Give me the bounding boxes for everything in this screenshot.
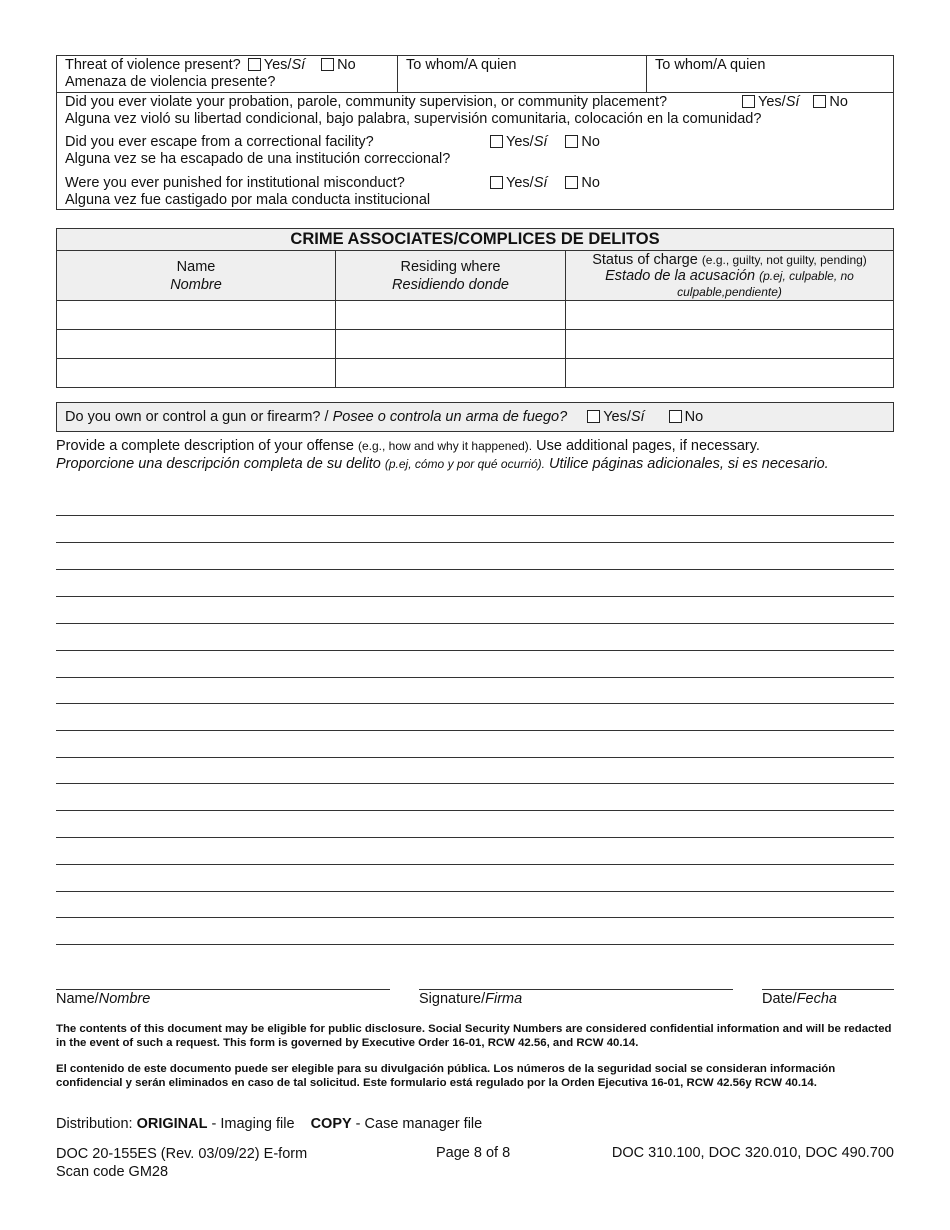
threat-question: Threat of violence present? Yes/Sí No Amenaza de violencia presente? (65, 57, 356, 90)
writing-line (56, 944, 894, 945)
name-signature-line[interactable] (56, 989, 390, 990)
violate-options: Yes/Sí No (742, 94, 848, 111)
writing-line (56, 596, 894, 597)
name-cell[interactable] (57, 330, 336, 359)
writing-line (56, 864, 894, 865)
violate-no-checkbox[interactable] (813, 95, 826, 108)
gun-yes-checkbox[interactable] (587, 410, 600, 423)
signature-label: Signature/Firma (419, 991, 523, 1007)
writing-line (56, 569, 894, 570)
residing-cell[interactable] (336, 330, 566, 359)
escape-no-checkbox[interactable] (565, 135, 578, 148)
table-row (57, 359, 894, 388)
status-cell[interactable] (566, 359, 894, 388)
crime-associates-title: CRIME ASSOCIATES/COMPLICES DE DELITOS (57, 229, 894, 251)
table-row (57, 301, 894, 330)
threat-row-bottom (56, 92, 894, 93)
gun-question: Do you own or control a gun or firearm? / Posee o controla un arma de fuego? Yes/Sí No (65, 409, 704, 425)
escape-yes-checkbox[interactable] (490, 135, 503, 148)
writing-line (56, 810, 894, 811)
threat-no-checkbox[interactable] (321, 58, 334, 71)
disclosure-notice-es: El contenido de este documento puede ser elegible para su divulgación pública. Los números de la seguridad social se consideran información confidencial y serán eliminados en caso de tal solicitud. Este formulario está regulado por la Orden Ejecutiva 16-01, RCW 42.56y RCW 40.14. (56, 1063, 836, 1089)
to-whom-field-2[interactable]: To whom/A quien (655, 57, 766, 73)
to-whom-field-1[interactable]: To whom/A quien (406, 57, 517, 73)
writing-line (56, 650, 894, 651)
writing-line (56, 542, 894, 543)
threat-divider-1 (397, 55, 398, 92)
signature-line[interactable] (419, 989, 733, 990)
name-label: Name/Nombre (56, 991, 151, 1007)
col-header-residing: Residing where Residiendo donde (336, 251, 566, 301)
name-cell[interactable] (57, 359, 336, 388)
col-header-status: Status of charge (e.g., guilty, not guilty, pending) Estado de la acusación (p.ej, culpable, no culpable,pendiente) (566, 251, 894, 301)
writing-line (56, 677, 894, 678)
writing-line (56, 891, 894, 892)
date-label: Date/Fecha (762, 991, 837, 1007)
escape-question: Did you ever escape from a correctional facility? Alguna vez se ha escapado de una institución correccional? (65, 134, 451, 167)
form-id: DOC 20-155ES (Rev. 03/09/22) E-form Scan code GM28 (56, 1146, 308, 1180)
status-cell[interactable] (566, 301, 894, 330)
violate-question: Did you ever violate your probation, parole, community supervision, or community placement? Alguna vez violó su libertad condicional, bajo palabra, supervisión comunitaria, colocación en la comunidad? (65, 94, 762, 127)
punished-yes-checkbox[interactable] (490, 176, 503, 189)
writing-line (56, 783, 894, 784)
offense-instructions: Provide a complete description of your offense (e.g., how and why it happened). Use additional pages, if necessary. Proporcione una descripción completa de su delito (p.ej, cómo y por qué ocurrió). Utilice páginas adicionales, si es necesario. (56, 438, 829, 472)
writing-line (56, 515, 894, 516)
distribution-line: Distribution: ORIGINAL - Imaging file COPY - Case manager file (56, 1116, 483, 1132)
policy-refs: DOC 310.100, DOC 320.010, DOC 490.700 (611, 1145, 894, 1161)
violate-yes-checkbox[interactable] (742, 95, 755, 108)
threat-yes-checkbox[interactable] (248, 58, 261, 71)
disclosure-notice-en: The contents of this document may be eligible for public disclosure. Social Security Numbers are considered confidential information and will be redacted in the event of such a request. This form is governed by Executive Order 16-01, RCW 42.56, and RCW 40.14. (56, 1023, 892, 1049)
punished-question: Were you ever punished for institutional misconduct? Alguna vez fue castigado por mala conducta institucional (65, 175, 431, 208)
crime-associates-table (56, 228, 894, 388)
residing-cell[interactable] (336, 301, 566, 330)
escape-options: Yes/Sí No (490, 134, 600, 151)
table-row (57, 330, 894, 359)
writing-line (56, 917, 894, 918)
col-header-name: Name Nombre (57, 251, 336, 301)
residing-cell[interactable] (336, 359, 566, 388)
page-number: Page 8 of 8 (436, 1145, 511, 1161)
gun-no-checkbox[interactable] (669, 410, 682, 423)
punished-options: Yes/Sí No (490, 175, 600, 192)
writing-line (56, 730, 894, 731)
punished-no-checkbox[interactable] (565, 176, 578, 189)
name-cell[interactable] (57, 301, 336, 330)
writing-line (56, 703, 894, 704)
writing-line (56, 757, 894, 758)
date-line[interactable] (762, 989, 894, 990)
threat-divider-2 (646, 55, 647, 92)
writing-line (56, 837, 894, 838)
writing-line (56, 623, 894, 624)
status-cell[interactable] (566, 330, 894, 359)
